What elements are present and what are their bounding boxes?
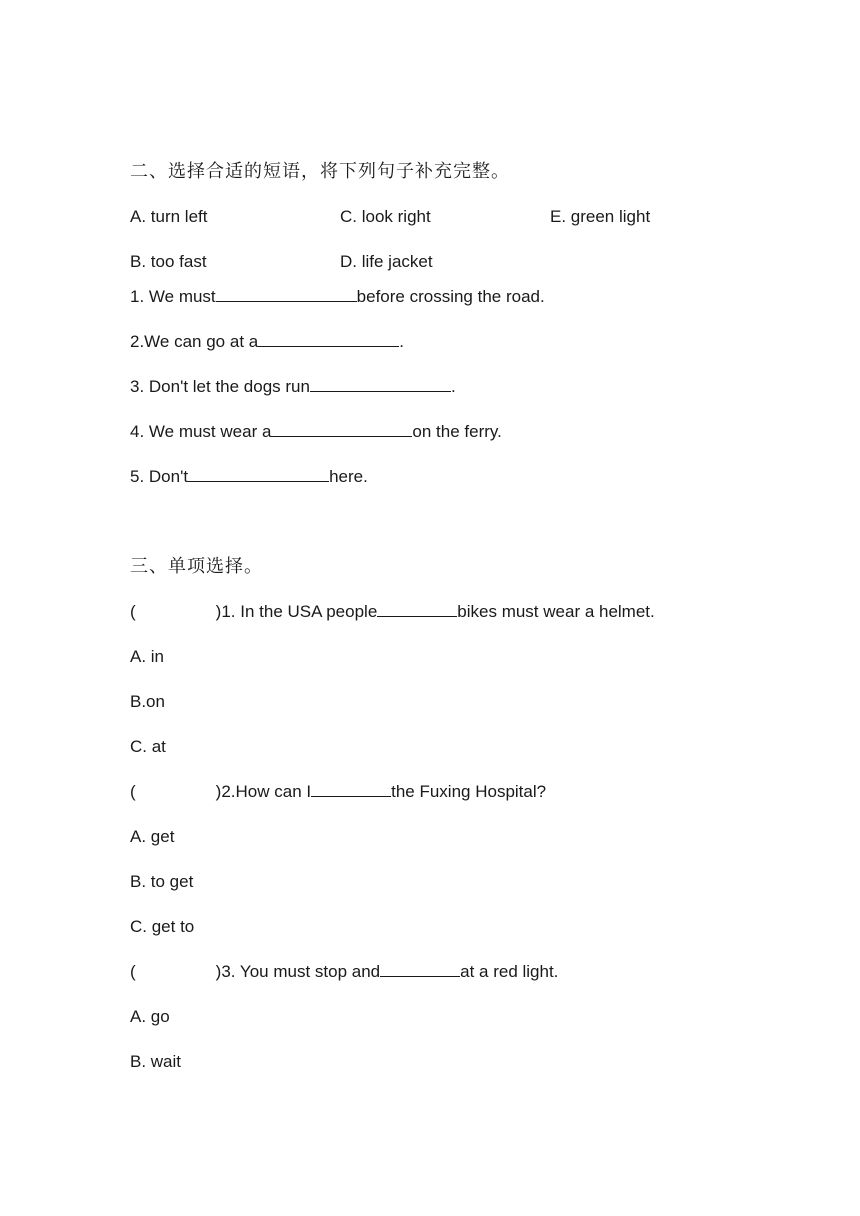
option-c: C. look right (340, 207, 431, 226)
sentence-text: . (450, 377, 456, 396)
question-text: )1. In the USA people (215, 602, 378, 621)
sentence-text: . (399, 332, 404, 351)
choice: B. wait (130, 1052, 182, 1071)
choice: A. get (130, 827, 175, 846)
answer-blank[interactable] (258, 331, 399, 347)
sentence-5 (130, 466, 368, 488)
section-2-heading: 二、选择合适的短语，将下列句子补充完整。 (130, 161, 510, 182)
question-text: )2.How can I (215, 782, 312, 801)
answer-blank[interactable] (216, 286, 357, 302)
question-text: bikes must wear a helmet. (457, 602, 655, 621)
sentence-3 (130, 376, 456, 398)
answer-blank[interactable] (271, 421, 412, 437)
section-3-heading: 三、单项选择。 (130, 556, 263, 577)
question-text: at a red light. (460, 962, 559, 981)
choice: B. to get (130, 872, 194, 891)
sentence-text: 3. Don't let the dogs run (130, 377, 310, 396)
sentence-text: 4. We must wear a (130, 422, 272, 441)
choice: A. go (130, 1007, 170, 1026)
sentence-text: before crossing the road. (356, 287, 545, 306)
sentence-text: on the ferry. (412, 422, 502, 441)
question-3 (130, 961, 558, 983)
option-e: E. green light (550, 207, 651, 226)
answer-blank[interactable] (188, 466, 329, 482)
answer-blank[interactable] (310, 376, 451, 392)
question-text: )3. You must stop and (215, 962, 381, 981)
answer-blank[interactable] (311, 781, 391, 797)
answer-blank[interactable] (377, 601, 457, 617)
sentence-text: 2.We can go at a (130, 332, 259, 351)
question-1 (130, 601, 655, 623)
answer-paren-open: ( (130, 962, 136, 981)
choice: A. in (130, 647, 165, 666)
answer-blank[interactable] (380, 961, 460, 977)
answer-paren-open: ( (130, 602, 136, 621)
sentence-2 (130, 331, 404, 353)
sentence-1 (130, 286, 545, 308)
option-a: A. turn left (130, 207, 208, 226)
question-text: the Fuxing Hospital? (391, 782, 547, 801)
sentence-text: 5. Don't (130, 467, 189, 486)
choice: C. get to (130, 917, 195, 936)
sentence-4 (130, 421, 502, 443)
choice: B.on (130, 692, 165, 711)
choice: C. at (130, 737, 166, 756)
option-d: D. life jacket (340, 252, 433, 271)
option-b: B. too fast (130, 252, 207, 271)
sentence-text: 1. We must (130, 287, 216, 306)
question-2 (130, 781, 546, 803)
sentence-text: here. (329, 467, 368, 486)
answer-paren-open: ( (130, 782, 136, 801)
